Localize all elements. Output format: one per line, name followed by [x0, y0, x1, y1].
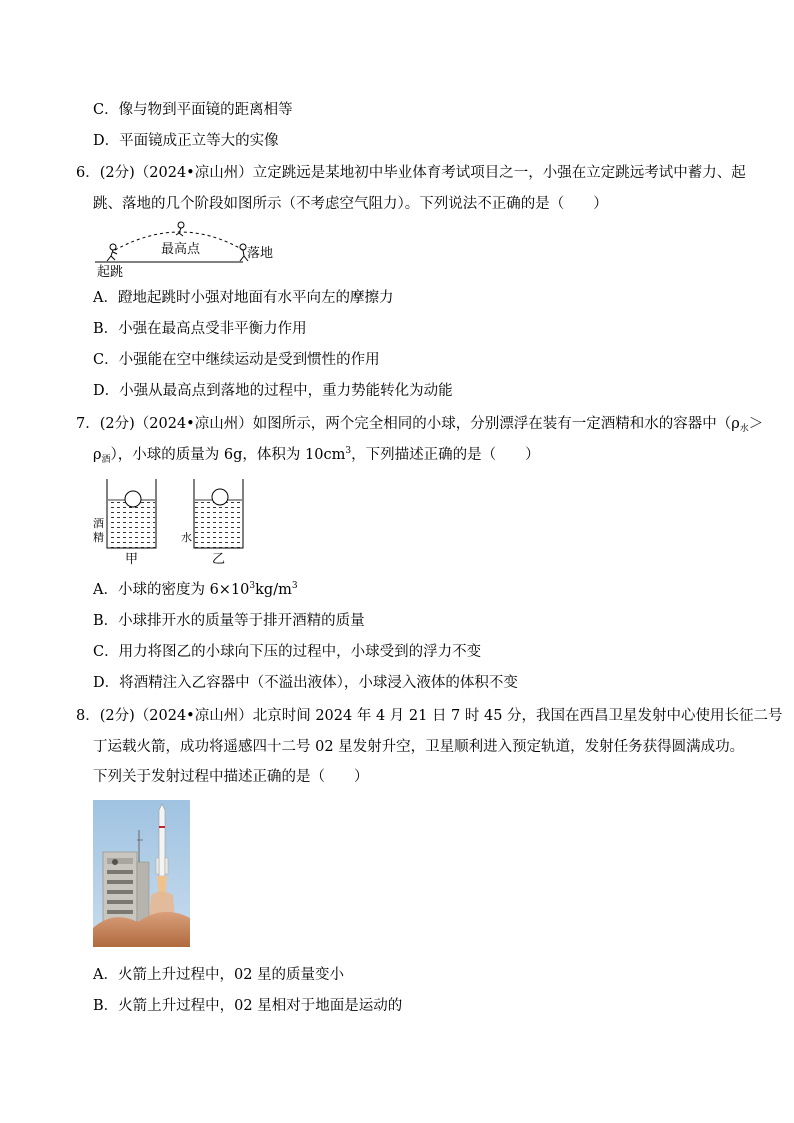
q8-stem-line1: 8．(2分)（2024•凉山州）北京时间 2024 年 4 月 21 日 7 时 45 分，我国在西昌卫星发射中心使用长征二号 — [76, 708, 783, 724]
q8-option-b: B．火箭上升过程中，02 星相对于地面是运动的 — [93, 998, 403, 1014]
start-label: 起跳 — [97, 265, 124, 280]
landing-label: 落地 — [247, 246, 274, 261]
jump-diagram — [93, 220, 293, 280]
q6-stem-line2: 跳、落地的几个阶段如图所示（不考虑空气阻力）。下列说法不正确的是（ ） — [93, 196, 608, 212]
greater-than-symbol: ＞ — [748, 416, 764, 432]
container-yi — [194, 479, 243, 548]
rho-symbol: ρ — [93, 447, 102, 463]
rho-water-subscript: 水 — [739, 424, 749, 434]
unit-superscript: 3 — [291, 581, 298, 591]
exponent-superscript: 3 — [249, 581, 256, 591]
alcohol-label-2: 精 — [93, 531, 104, 544]
q8-stem-line3: 下列关于发射过程中描述正确的是（ ） — [93, 769, 369, 785]
alcohol-label-1: 酒 — [93, 517, 104, 530]
q6-stem-line1: 6．(2分)（2024•凉山州）立定跳远是某地初中毕业体育考试项目之一，小强在立定跳远考试中蓄力、起 — [76, 165, 746, 181]
q7-container-figure — [93, 475, 253, 570]
q7-stem-line1 — [76, 414, 763, 434]
rocket-launch-image — [93, 800, 190, 947]
q6-option-a: A．蹬地起跳时小强对地面有水平向左的摩擦力 — [93, 290, 394, 306]
q6-option-d: D．小强从最高点到落地的过程中，重力势能转化为动能 — [93, 383, 453, 399]
caption-yi: 乙 — [212, 552, 226, 567]
q7-stem-text: 7．(2分)（2024•凉山州）如图所示，两个完全相同的小球，分别漂浮在装有一定酒精和水的容器中（ρ — [76, 416, 740, 432]
peak-figure-icon — [176, 222, 184, 236]
q7-option-a-text: A．小球的密度为 6×10 — [93, 582, 250, 598]
ball-yi — [212, 489, 228, 505]
q6-jump-figure — [93, 220, 293, 280]
q7-stem-mid: ），小球的质量为 6g，体积为 10cm — [110, 447, 346, 463]
unit-text: kg/m — [255, 582, 292, 598]
water-label: 水 — [181, 531, 192, 544]
q5-option-c: C．像与物到平面镜的距离相等 — [93, 102, 293, 118]
container-jia — [107, 479, 156, 548]
q7-option-d: D．将酒精注入乙容器中（不溢出液体），小球浸入液体的体积不变 — [93, 675, 518, 691]
q8-stem-line2: 丁运载火箭，成功将遥感四十二号 02 星发射升空，卫星顺利进入预定轨道，发射任务获得圆满成功。 — [93, 739, 745, 755]
q7-option-a — [93, 580, 298, 600]
ball-jia — [125, 491, 141, 507]
cube-superscript: 3 — [345, 446, 352, 456]
caption-jia: 甲 — [125, 552, 139, 567]
q8-option-a: A．火箭上升过程中，02 星的质量变小 — [93, 967, 345, 983]
container-diagram — [93, 475, 253, 570]
q6-option-c: C．小强能在空中继续运动是受到惯性的作用 — [93, 352, 380, 368]
peak-label: 最高点 — [161, 242, 201, 257]
start-figure-icon — [107, 244, 117, 261]
q7-option-c: C．用力将图乙的小球向下压的过程中，小球受到的浮力不变 — [93, 644, 482, 660]
q5-option-d: D．平面镜成正立等大的实像 — [93, 133, 279, 149]
rho-alcohol-subscript: 酒 — [101, 455, 111, 465]
q7-stem-line2 — [93, 445, 540, 465]
rocket-launch-photo — [93, 800, 190, 947]
q7-option-b: B．小球排开水的质量等于排开酒精的质量 — [93, 613, 365, 629]
q6-option-b: B．小强在最高点受非平衡力作用 — [93, 321, 307, 337]
q7-stem-end: ，下列描述正确的是（ ） — [351, 447, 540, 463]
